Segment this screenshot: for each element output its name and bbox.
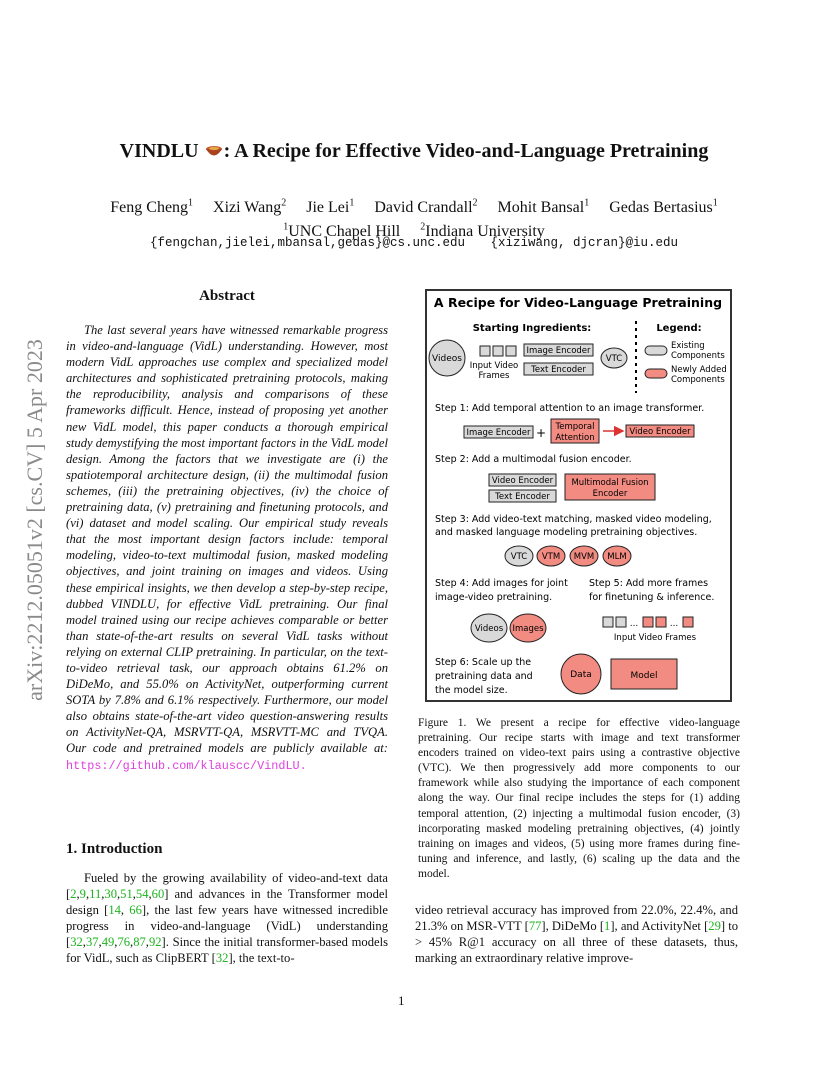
citation-link[interactable]: 32 xyxy=(215,951,229,966)
step2-text: Step 2: Add a multimodal fusion encoder. xyxy=(435,454,632,465)
videos-label: Videos xyxy=(432,354,462,364)
step4-videos-label: Videos xyxy=(474,624,504,634)
legend-heading: Legend: xyxy=(656,323,702,334)
paper-title xyxy=(80,140,748,163)
input-frames-label-1: Input Video xyxy=(469,361,519,371)
affiliation-name: Indiana University xyxy=(425,222,545,240)
body-text: ], the last few years have witnessed incredible progress in video-and-language (VidL) understanding [ xyxy=(66,903,388,950)
author-name: David Crandall$^2$ xyxy=(374,198,478,217)
legend-new-1: Newly Added xyxy=(671,365,727,375)
citation-link[interactable]: 76 xyxy=(117,935,131,950)
body-text: , xyxy=(76,887,80,902)
body-text: , xyxy=(117,887,121,902)
affiliation-name: UNC Chapel Hill xyxy=(288,222,401,240)
citation-link[interactable]: 14 xyxy=(108,903,121,918)
body-text: ], and ActivityNet [ xyxy=(610,919,709,934)
body-text: , xyxy=(98,935,102,950)
author-name: Gedas Bertasius$^1$ xyxy=(609,198,718,217)
body-text: , xyxy=(120,903,130,918)
step1-image-encoder-label: Image Encoder xyxy=(466,428,531,438)
multimodal-fusion-1: Multimodal Fusion xyxy=(571,478,649,488)
objective-vtc-label: VTC xyxy=(510,552,528,562)
arxiv-side-stamp xyxy=(22,290,48,750)
author-name: Jie Lei$^1$ xyxy=(306,198,355,217)
body-text: , xyxy=(145,935,149,950)
new-frame-square xyxy=(656,617,666,627)
citation-link[interactable]: 87 xyxy=(133,935,146,950)
citation-link[interactable]: 54 xyxy=(135,887,149,902)
abstract-text: The last several years have witnessed remarkable progress in video-and-language (VidL) understanding. However, most modern VidL approaches use complex and specialized model architectures and sophisticated pretraining protocols, making the reproducibility, analysis and comparisons of these frameworks difficult. Hence, instead of proposing yet another new VidL model, this paper conducts a thorough empirical study demystifying the most important factors in the VidL model design. Among the factors that we investigate are (i) the spatiotemporal architecture design, (ii) the multimodal fusion schemes, (iii) the pretraining objectives, (iv) the choice of pretraining data, (v) pretraining and finetuning protocols, and (vi) dataset and model scaling. Our empirical study reveals that the most important design factors include: temporal modeling, video-to-text multimodal fusion, masked modeling objectives, and joint training on images and videos. Using these empirical insights, we then develop a step-by-step recipe, dubbed VINDLU, for effective VidL pretraining. Our final model trained using our recipe achieves comparable or better than state-of-the-art results on several VidL tasks without relying on external CLIP pretraining. In particular, on the text-to-video retrieval task, our approach obtains 61.2% on DiDeMo, and 55.0% on ActivityNet, outperforming current SOTA by 7.8% and 6.1% respectively. Furthermore, our model also obtains state-of-the-art video question-answering results on ActivityNet-QA, MSRVTT-QA, MSRVTT-MC and TVQA. Our code and pretrained models are publicly available at: xyxy=(66,323,388,756)
citation-link[interactable]: 2 xyxy=(70,887,77,902)
body-text: , xyxy=(148,887,152,902)
legend-existing-2: Components xyxy=(671,351,725,361)
author-affiliation-mark: 2 xyxy=(281,198,287,209)
body-text: ], DiDeMo [ xyxy=(541,919,605,934)
author-name: Mohit Bansal$^1$ xyxy=(497,198,590,217)
step4-text-2: image-video pretraining. xyxy=(435,592,553,603)
citation-link[interactable]: 9 xyxy=(79,887,86,902)
author-name: Feng Cheng$^1$ xyxy=(110,198,194,217)
body-text: video retrieval accuracy has improved from 22.0%, 22.4%, and 21.3% on MSR-VTT [ xyxy=(415,903,738,934)
body-text: , xyxy=(101,887,105,902)
step2-text-encoder-label: Text Encoder xyxy=(495,492,550,502)
step2-video-encoder-label: Video Encoder xyxy=(491,476,554,486)
citation-link[interactable]: 29 xyxy=(708,919,721,934)
frame-square xyxy=(603,617,613,627)
email-line xyxy=(60,236,768,250)
recipe-diagram xyxy=(427,291,730,700)
legend-new-2: Components xyxy=(671,375,725,385)
data-label: Data xyxy=(570,670,592,680)
multimodal-fusion-2: Encoder xyxy=(592,489,628,499)
code-link[interactable]: https://github.com/klauscc/VindLU. xyxy=(66,758,307,773)
page-number: 1 xyxy=(398,993,405,1008)
citation-link[interactable]: 77 xyxy=(528,919,542,934)
citation-link[interactable]: 30 xyxy=(104,887,117,902)
ingredients-heading: Starting Ingredients: xyxy=(472,323,592,334)
email-unc: {fengchan,jielei,mbansal,gedas}@cs.unc.edu xyxy=(149,236,465,250)
body-text: ]. Since the initial transformer-based models for VidL, such as ClipBERT [ xyxy=(66,935,388,966)
abstract-heading: Abstract xyxy=(199,288,255,304)
intro-heading: 1. Introduction xyxy=(66,841,163,857)
citation-link[interactable]: 66 xyxy=(129,903,142,918)
frame-square xyxy=(616,617,626,627)
figure-recipe xyxy=(425,289,732,702)
body-text: ] and advances in the Transformer model design [ xyxy=(66,887,388,918)
title-rest: : A Recipe for Effective Video-and-Language Pretraining xyxy=(223,140,709,162)
step6-text-1: Step 6: Scale up the xyxy=(435,657,532,668)
body-text: , xyxy=(114,935,118,950)
body-text: , xyxy=(130,935,134,950)
step3-text-1: Step 3: Add video-text matching, masked video modeling, xyxy=(435,514,712,525)
citation-link[interactable]: 92 xyxy=(148,935,162,950)
author-affiliation-mark: 1 xyxy=(712,198,718,209)
plus-sign: + xyxy=(535,426,547,440)
body-text: ], the text-to- xyxy=(228,951,295,966)
step6-text-3: the model size. xyxy=(435,685,508,696)
objective-vtm-label: VTM xyxy=(541,552,561,562)
video-encoder-label: Video Encoder xyxy=(629,427,691,437)
images-label: Images xyxy=(512,624,544,634)
input-video-frames-label: Input Video Frames xyxy=(613,633,697,643)
affiliation-number: 1 xyxy=(283,221,289,233)
body-text: , xyxy=(85,887,90,902)
legend-existing-swatch xyxy=(645,346,667,355)
legend-new-swatch xyxy=(645,369,667,378)
figure-caption: Figure 1. We present a recipe for effective video-language pretraining. Our recipe starts with image and text transformer encoders trained on video-text pairs using a contrastive objective (VTC). We then progressively add more components to our framework while also studying the importance of each component along the way. Our final recipe includes the steps for (1) adding temporal attention, (2) injecting a multimodal fusion encoder, (3) incorporating masked modeling pretraining objectives, (4) jointly training on images and videos, (5) using more frames during fine-tuning and inference, and lastly, (6) scaling up the data and the model. xyxy=(418,717,740,880)
author-affiliation-mark: 1 xyxy=(584,198,590,209)
step4-text-1: Step 4: Add images for joint xyxy=(435,578,568,589)
body-text: , xyxy=(82,935,86,950)
citation-link[interactable]: 37 xyxy=(85,935,99,950)
citation-link[interactable]: 11 xyxy=(89,887,102,902)
bowl-icon xyxy=(204,144,224,158)
temporal-attention-1: Temporal xyxy=(555,422,595,432)
author-affiliation-mark: 1 xyxy=(349,198,355,209)
citation-link[interactable]: 1 xyxy=(604,919,611,934)
new-frame-square xyxy=(683,617,693,627)
citation-link[interactable]: 32 xyxy=(70,935,83,950)
body-text: ] to > 45% R@1 accuracy on all three of these datasets, thus, marking an extraordinary relative improve- xyxy=(415,919,739,966)
arxiv-identifier: arXiv:2212.05051v2 [cs.CV] 5 Apr 2023 xyxy=(22,339,47,701)
image-encoder-label: Image Encoder xyxy=(526,346,591,356)
intro-right-column xyxy=(415,902,738,966)
text-encoder-label: Text Encoder xyxy=(531,365,586,375)
email-iu: {xiziwang, djcran}@iu.edu xyxy=(490,236,679,250)
temporal-attention-2: Attention xyxy=(555,433,595,443)
frames-ellipsis-1: ... xyxy=(629,619,639,629)
step1-text: Step 1: Add temporal attention to an image transformer. xyxy=(435,403,705,414)
affiliation-number: 2 xyxy=(420,221,426,233)
body-text: , xyxy=(132,887,136,902)
vtc-label: VTC xyxy=(605,354,623,364)
step3-text-2: and masked language modeling pretraining objectives. xyxy=(435,527,698,538)
citation-link[interactable]: 49 xyxy=(101,935,115,950)
method-name: VINDLU xyxy=(119,140,199,162)
step5-text-2: for finetuning & inference. xyxy=(589,592,715,603)
objective-mlm-label: MLM xyxy=(607,552,627,562)
figure-title: A Recipe for Video-Language Pretraining xyxy=(433,295,723,310)
body-text: Fueled by the growing availability of video-and-text data [ xyxy=(66,871,388,902)
citation-link[interactable]: 51 xyxy=(120,887,133,902)
frame-square xyxy=(493,346,503,356)
legend-existing-1: Existing xyxy=(671,341,705,351)
citation-link[interactable]: 60 xyxy=(151,887,165,902)
author-affiliation-mark: 2 xyxy=(472,198,478,209)
author-name: Xizi Wang$^2$ xyxy=(213,198,287,217)
author-block xyxy=(60,194,768,241)
step5-text-1: Step 5: Add more frames xyxy=(589,578,709,589)
step6-text-2: pretraining data and xyxy=(435,671,533,682)
model-label: Model xyxy=(630,671,658,681)
new-frame-square xyxy=(643,617,653,627)
input-frames-label-2: Frames xyxy=(478,371,510,381)
abstract-body xyxy=(66,322,388,774)
frame-square xyxy=(480,346,490,356)
frame-square xyxy=(506,346,516,356)
frames-ellipsis-2: ... xyxy=(669,619,679,629)
author-affiliation-mark: 1 xyxy=(188,198,194,209)
intro-left-column xyxy=(66,870,388,967)
objective-mvm-label: MVM xyxy=(573,552,595,562)
